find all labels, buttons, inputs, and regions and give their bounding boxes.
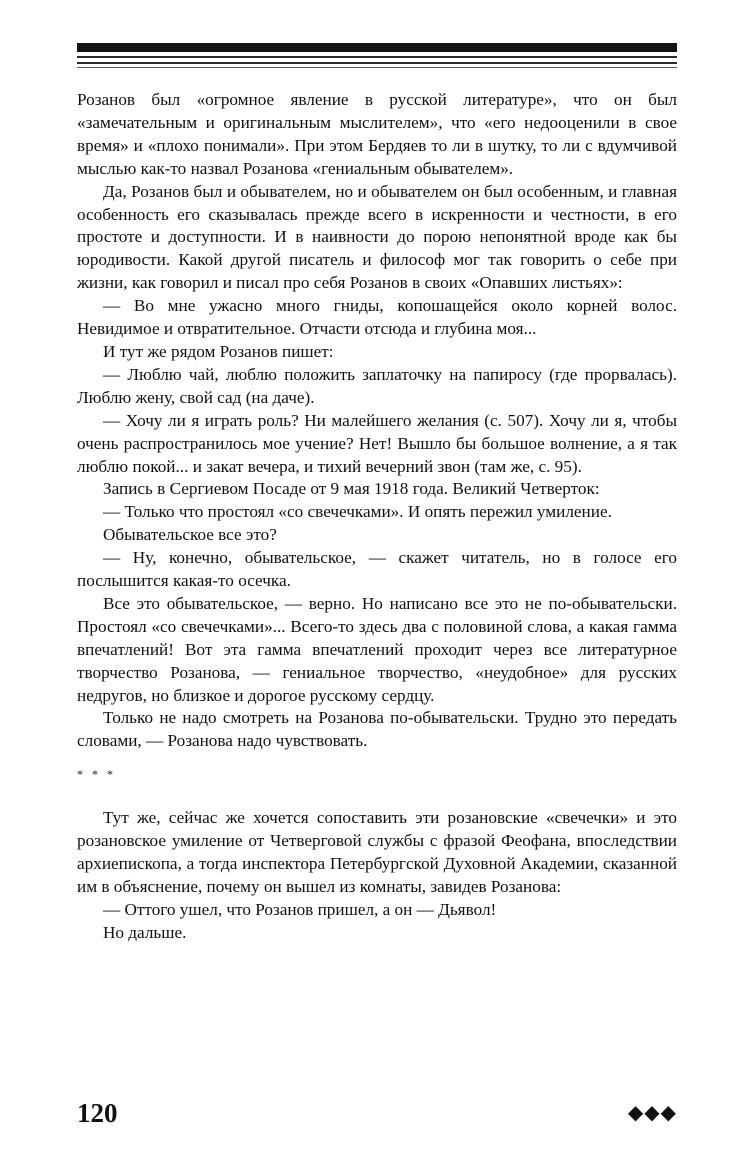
paragraph: Розанов был «огромное явление в русской литературе», что он был «замечательным и оригинальным мыслителем», что «его недооценили в свое время» и «плохо понимали». При этом Бердяев то ли в шутку, то ли с вдумчивой мыслью как-то назвал Розанова «гениальным обывателем». <box>77 90 677 178</box>
paragraph: Запись в Сергиевом Посаде от 9 мая 1918 года. Великий Четверток: <box>103 479 600 499</box>
paragraph: — Оттого ушел, что Розанов пришел, а он — Дьявол! <box>103 899 497 919</box>
paragraph: — Ну, конечно, обывательское, — скажет читатель, но в голосе его послышится какая-то осечка. <box>77 548 677 591</box>
paragraph: Но дальше. <box>103 922 187 942</box>
paragraph: — Хочу ли я играть роль? Ни малейшего желания (с. 507). Хочу ли я, чтобы очень распространилось мое учение? Нет! Вышло бы большое волнение, а я так люблю покой... и закат вечера, и тихий вечерний звон (там же, с. 95). <box>77 410 677 476</box>
paragraph: Только не надо смотреть на Розанова по-обывательски. Трудно это передать словами, — Розанова надо чувствовать. <box>77 708 677 751</box>
header-rule-thin <box>77 62 677 64</box>
header-rule-thick <box>77 43 677 52</box>
section-separator: * * * <box>77 767 116 782</box>
body-text <box>77 89 677 945</box>
paragraph: — Во мне ужасно много гниды, копошащейся около корней волос. Невидимое и отвратительное. Отчасти отсюда и глубина моя... <box>77 296 677 339</box>
page-number: 120 <box>77 1098 118 1128</box>
paragraph: Обывательское все это? <box>103 525 277 545</box>
paragraph: Все это обывательское, — верно. Но написано все это не по-обывательски. Простоял «со свечечками»... Всего-то здесь два с половиной слова, а какая гамма впечатлений! Вот эта гамма впечатлений проходит через все литературное творчество Розанова, — гениальное творчество, «неудобное» для русских недругов, но близкое и дорогое русскому сердцу. <box>77 593 677 705</box>
paragraph: — Люблю чай, люблю положить заплаточку на папиросу (где прорвалась). Люблю жену, свой сад (на даче). <box>77 364 677 407</box>
footer-diamond-ornament: ◆◆◆ <box>627 1100 677 1124</box>
paragraph: — Только что простоял «со свечечками». И опять пережил умиление. <box>103 502 612 522</box>
paragraph: Да, Розанов был и обывателем, но и обывателем он был особенным, и главная особенность его сказывалась прежде всего в искренности и честности, в его простоте и доступности. И в наивности до порою непонятной вроде как бы юродивости. Какой другой писатель и философ мог так говорить о себе при жизни, как говорил и писал про себя Розанов в своих «Опавших листьях»: <box>77 181 677 293</box>
paragraph: И тут же рядом Розанов пишет: <box>103 341 334 361</box>
header-rule-thin <box>77 67 677 68</box>
paragraph: Тут же, сейчас же хочется сопоставить эти розановские «свечечки» и это розановское умиление от Четверговой службы с фразой Феофана, впоследствии архиепископа, а тогда инспектора Петербургской Духовной Академии, сказанной им в объяснение, почему он вышел из комнаты, завидев Розанова: <box>77 808 677 896</box>
header-rule-thin <box>77 56 677 58</box>
